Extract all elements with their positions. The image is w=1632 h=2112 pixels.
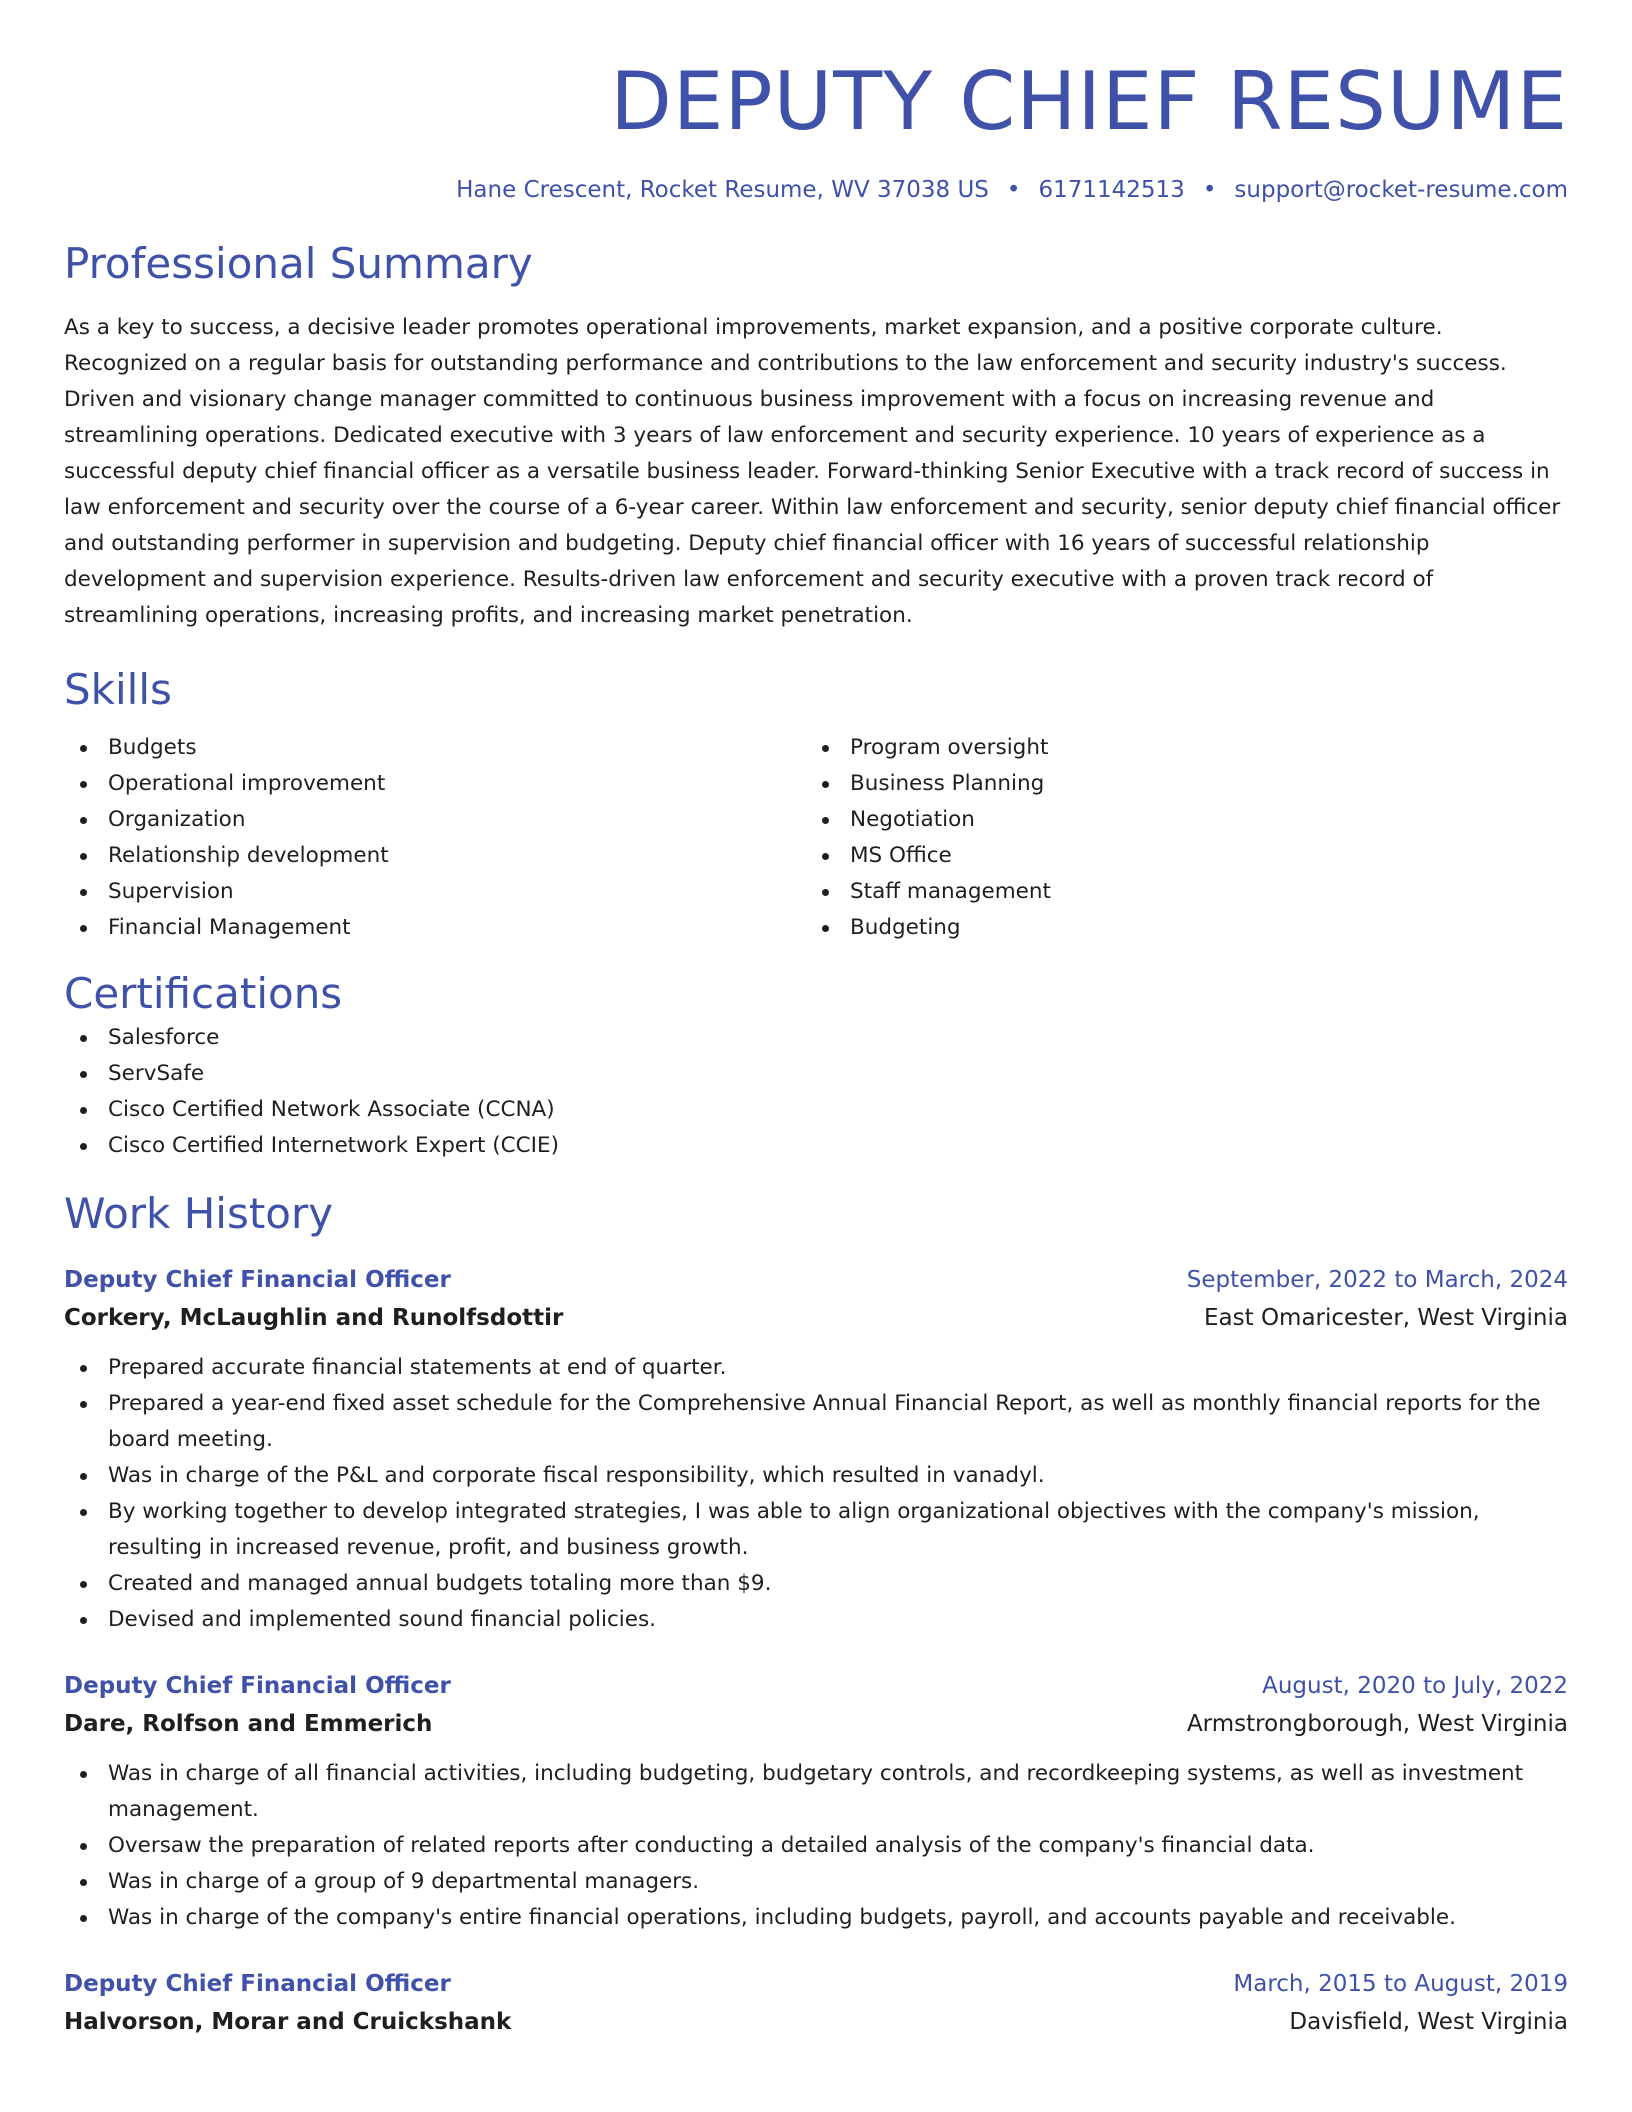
skill-item: MS Office: [806, 838, 1548, 874]
job-company: Corkery, McLaughlin and Runolfsdottir: [64, 1305, 564, 1331]
certification-item: ServSafe: [64, 1056, 1568, 1092]
job-bullet: Devised and implemented sound financial policies.: [64, 1602, 1568, 1638]
job-location: Armstrongborough, West Virginia: [1186, 1711, 1568, 1737]
job-bullets: [64, 1350, 1568, 1638]
job-company: Halvorson, Morar and Cruickshank: [64, 2009, 512, 2035]
job-bullets: [64, 1756, 1568, 1936]
skills-list-right: [806, 730, 1548, 946]
job-company-row: [64, 1704, 1568, 1742]
summary-heading: Professional Summary: [64, 239, 533, 288]
work-history-section: [64, 1188, 1568, 2040]
skill-item: Budgets: [64, 730, 806, 766]
job-title-row: [64, 1668, 1568, 1704]
skill-item: Operational improvement: [64, 766, 806, 802]
job-bullet: Created and managed annual budgets totaling more than $9.: [64, 1566, 1568, 1602]
job-bullet: Oversaw the preparation of related reports after conducting a detailed analysis of the company's financial data.: [64, 1828, 1568, 1864]
job-title-row: [64, 1262, 1568, 1298]
resume-header: [64, 0, 1568, 206]
skill-item: Budgeting: [806, 910, 1548, 946]
job-entry: [64, 1966, 1568, 2040]
job-bullet: Was in charge of a group of 9 departmental managers.: [64, 1864, 1568, 1900]
skill-item: Staff management: [806, 874, 1548, 910]
certification-item: Cisco Certified Internetwork Expert (CCIE): [64, 1128, 1568, 1164]
job-title: Deputy Chief Financial Officer: [64, 1267, 451, 1293]
job-location: Davisfield, West Virginia: [1289, 2009, 1568, 2035]
contact-phone: 6171142513: [1038, 177, 1185, 203]
job-bullet: By working together to develop integrated strategies, I was able to align organizational objectives with the company's mission, resulting in increased revenue, profit, and business growth.: [64, 1494, 1568, 1566]
job-bullet: Was in charge of the P&L and corporate fiscal responsibility, which resulted in vanadyl.: [64, 1458, 1568, 1494]
certification-item: Salesforce: [64, 1020, 1568, 1056]
job-bullet: Was in charge of all financial activities, including budgeting, budgetary controls, and recordkeeping systems, as well as investment management.: [64, 1756, 1568, 1828]
skills-section: [64, 664, 1568, 946]
contact-separator: •: [1202, 177, 1217, 203]
work-history-heading: Work History: [64, 1189, 334, 1238]
skill-item: Relationship development: [64, 838, 806, 874]
summary-text: As a key to success, a decisive leader promotes operational improvements, market expansion, and a positive corporate culture. Recognized on a regular basis for outstanding performance and contributions to the law enforcement and security industry's success. Driven and visionary change manager committed to continuous business improvement with a focus on increasing revenue and streamlining operations. Dedicated executive with 3 years of law enforcement and security experience. 10 years of experience as a successful deputy chief financial officer as a versatile business leader. Forward-thinking Senior Executive with a track record of success in law enforcement and security over the course of a 6-year career. Within law enforcement and security, senior deputy chief financial officer and outstanding performer in supervision and budgeting. Deputy chief financial officer with 16 years of successful relationship development and supervision experience. Results-driven law enforcement and security executive with a proven track record of streamlining operations, increasing profits, and increasing market penetration.: [64, 315, 1561, 628]
job-title: Deputy Chief Financial Officer: [64, 1971, 451, 1997]
certifications-section: [64, 968, 1568, 1164]
skill-item: Business Planning: [806, 766, 1548, 802]
skill-item: Program oversight: [806, 730, 1548, 766]
contact-email: support@rocket-resume.com: [1234, 177, 1568, 203]
job-company-row: [64, 2002, 1568, 2040]
resume-name: DEPUTY CHIEF RESUME: [610, 55, 1568, 148]
job-dates: March, 2015 to August, 2019: [1233, 1971, 1568, 1997]
job-bullet: Prepared a year-end fixed asset schedule for the Comprehensive Annual Financial Report, as well as monthly financial reports for the board meeting.: [64, 1386, 1568, 1458]
job-bullet: Was in charge of the company's entire financial operations, including budgets, payroll, and accounts payable and receivable.: [64, 1900, 1568, 1936]
job-title-row: [64, 1966, 1568, 2002]
summary-section: [64, 238, 1568, 634]
certification-item: Cisco Certified Network Associate (CCNA): [64, 1092, 1568, 1128]
skill-item: Organization: [64, 802, 806, 838]
job-company: Dare, Rolfson and Emmerich: [64, 1711, 433, 1737]
job-dates: August, 2020 to July, 2022: [1262, 1673, 1568, 1699]
job-dates: September, 2022 to March, 2024: [1186, 1267, 1568, 1293]
skills-heading: Skills: [64, 665, 172, 714]
contact-address: Hane Crescent, Rocket Resume, WV 37038 US: [456, 177, 989, 203]
job-entry: [64, 1262, 1568, 1638]
contact-separator: •: [1006, 177, 1021, 203]
skill-item: Negotiation: [806, 802, 1548, 838]
certifications-list: [64, 1020, 1568, 1164]
job-company-row: [64, 1298, 1568, 1336]
job-entry: [64, 1668, 1568, 1936]
certifications-heading: Certifications: [64, 969, 343, 1018]
contact-line: [64, 174, 1568, 206]
skills-columns: [64, 730, 1568, 946]
job-location: East Omaricester, West Virginia: [1204, 1305, 1568, 1331]
job-bullet: Prepared accurate financial statements at end of quarter.: [64, 1350, 1568, 1386]
skill-item: Financial Management: [64, 910, 806, 946]
job-title: Deputy Chief Financial Officer: [64, 1673, 451, 1699]
skill-item: Supervision: [64, 874, 806, 910]
skills-list-left: [64, 730, 806, 946]
